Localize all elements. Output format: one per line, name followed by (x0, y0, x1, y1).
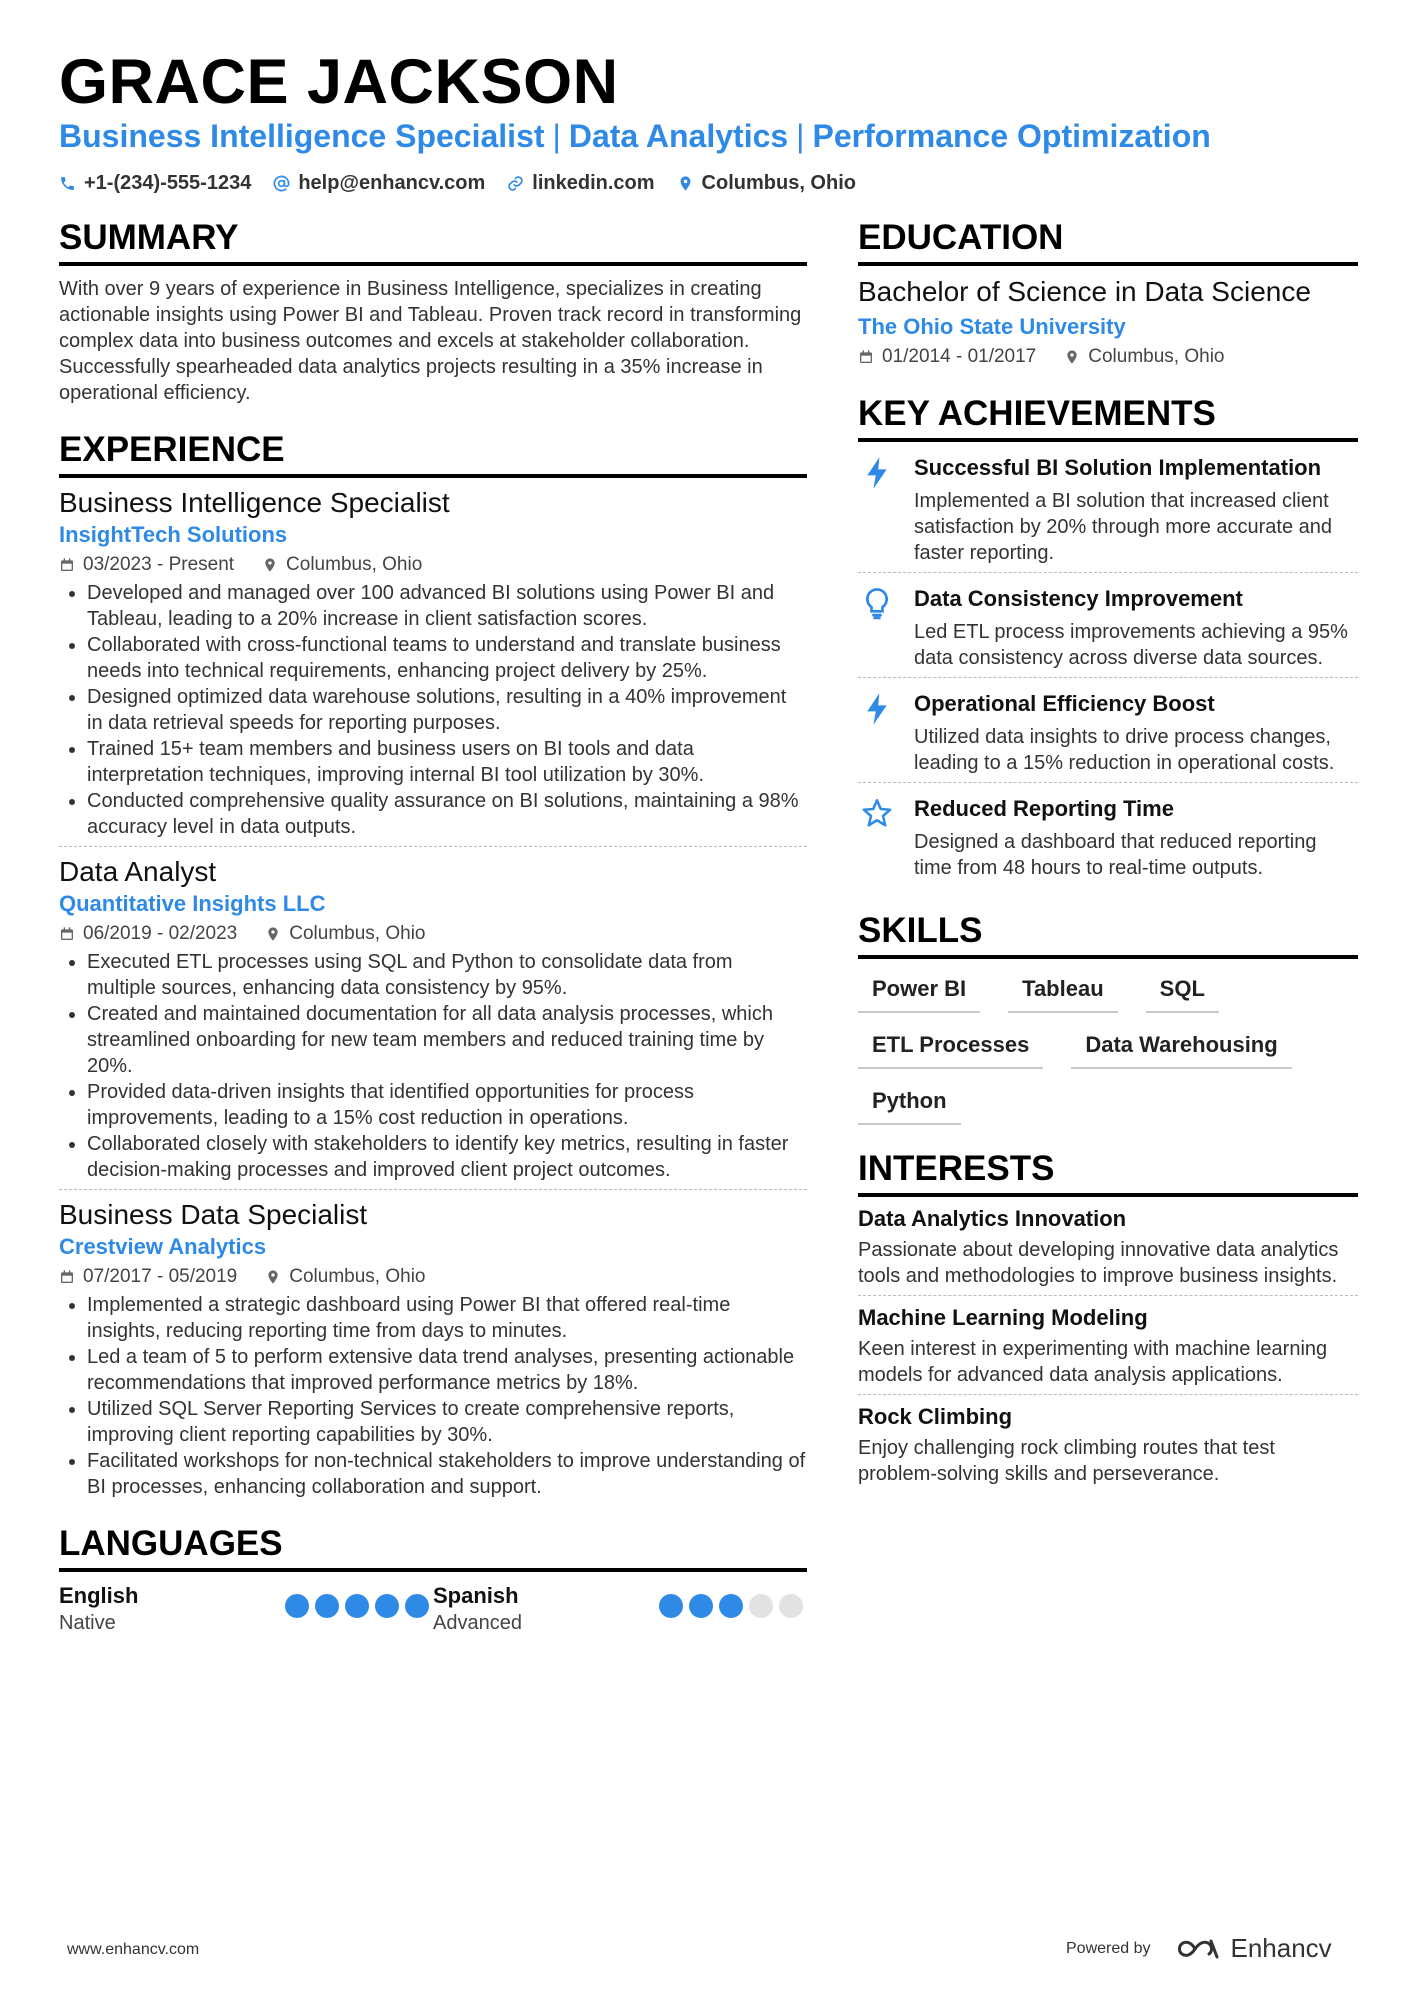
headline (59, 116, 1211, 156)
school-name: The Ohio State University (858, 314, 1126, 339)
degree-title: Bachelor of Science in Data Science (858, 276, 1311, 307)
contact-email[interactable] (273, 170, 485, 196)
map-pin-icon (677, 175, 694, 192)
map-pin-icon (265, 1269, 281, 1285)
interest-title: Machine Learning Modeling (858, 1305, 1148, 1330)
language-name: Spanish (433, 1583, 519, 1608)
skill-list (858, 971, 1358, 1125)
bullet-item: Utilized SQL Server Reporting Services to create comprehensive reports, improving client reporting capabilities by 30%. (59, 1396, 807, 1448)
bullet-item: Conducted comprehensive quality assurance on BI solutions, maintaining a 98% accuracy level in data outputs. (59, 788, 807, 840)
bullet-item: Facilitated workshops for non-technical stakeholders to improve understanding of BI processes, enhancing collaboration and support. (59, 1448, 807, 1500)
experience-section (59, 428, 807, 1500)
interest-desc: Passionate about developing innovative data analytics tools and methodologies to improve business insights. (858, 1239, 1339, 1287)
job-bullets (59, 1292, 807, 1500)
proficiency-dot-filled (315, 1594, 339, 1618)
contact-linkedin[interactable] (507, 170, 654, 196)
section-heading: INTERESTS (858, 1147, 1358, 1197)
bullet-item: Designed optimized data warehouse solutions, resulting in a 40% improvement in data retrieval speeds for reporting purposes. (59, 684, 807, 736)
job-dates: 03/2023 - Present (83, 554, 235, 575)
brand-name: Enhancv (1230, 1933, 1332, 1963)
skill-tag: Python (858, 1083, 961, 1125)
phone-number: +1-(234)-555-1234 (84, 172, 252, 194)
proficiency-dot-filled (375, 1594, 399, 1618)
headline-separator: | (796, 118, 805, 154)
candidate-name: GRACE JACKSON (59, 47, 619, 117)
section-heading: LANGUAGES (59, 1522, 807, 1572)
language-item (59, 1582, 433, 1636)
achievement-title: Operational Efficiency Boost (914, 691, 1215, 716)
proficiency-dot-filled (659, 1594, 683, 1618)
section-heading: EXPERIENCE (59, 428, 807, 478)
achievement-desc: Implemented a BI solution that increased client satisfaction by 20% through more accurate and faster reporting. (914, 490, 1333, 564)
education-location: Columbus, Ohio (1088, 346, 1225, 367)
job-meta (59, 552, 807, 578)
achievement-desc: Designed a dashboard that reduced reporting time from 48 hours to real-time outputs. (914, 831, 1317, 879)
summary-section (59, 216, 807, 406)
map-pin-icon (262, 557, 278, 573)
bullet-item: Collaborated closely with stakeholders to identify key metrics, resulting in faster decision-making processes and improved client project outcomes. (59, 1131, 807, 1183)
proficiency-dot-empty (749, 1594, 773, 1618)
section-heading: SKILLS (858, 909, 1358, 959)
job-dates: 06/2019 - 02/2023 (83, 923, 238, 944)
interest-title: Rock Climbing (858, 1404, 1013, 1429)
achievement-item (858, 782, 1358, 887)
interest-item (858, 1295, 1358, 1394)
calendar-icon (858, 349, 874, 365)
left-column (59, 216, 807, 1658)
job-meta (59, 1264, 807, 1290)
company-name: InsightTech Solutions (59, 522, 288, 547)
footer-branding[interactable] (1066, 1933, 1332, 1964)
headline-part: Data Analytics (568, 118, 789, 154)
achievement-title: Data Consistency Improvement (914, 586, 1243, 611)
proficiency-dot-filled (285, 1594, 309, 1618)
job-title: Business Data Specialist (59, 1199, 368, 1230)
job-entry (59, 478, 807, 840)
footer-website[interactable]: www.enhancv.com (67, 1941, 200, 1958)
bullet-item: Provided data-driven insights that identified opportunities for process improvements, leading to a 15% cost reduction in operations. (59, 1079, 807, 1131)
proficiency-dot-filled (345, 1594, 369, 1618)
proficiency-dots (659, 1594, 803, 1636)
language-level: Advanced (433, 1612, 522, 1634)
bullet-item: Led a team of 5 to perform extensive data trend analyses, presenting actionable recommendations that improved performance metrics by 18%. (59, 1344, 807, 1396)
link-icon (507, 175, 524, 192)
skill-tag: Data Warehousing (1071, 1027, 1291, 1069)
skill-tag: Power BI (858, 971, 980, 1013)
contact-phone[interactable] (59, 170, 251, 196)
calendar-icon (59, 557, 75, 573)
job-location: Columbus, Ohio (286, 554, 423, 575)
lightbulb-icon (862, 587, 892, 621)
summary-text: With over 9 years of experience in Business Intelligence, specializes in creating actionable insights using Power BI and Tableau. Proven track record in transforming complex data into business outcomes and excels at stakeholder collaboration. Successfully spearheaded data analytics projects resulting in a 35% increase in operational efficiency. (59, 278, 802, 404)
achievements-section (858, 392, 1358, 887)
powered-by-label: Powered by (1066, 1939, 1151, 1957)
section-heading: KEY ACHIEVEMENTS (858, 392, 1358, 442)
interest-desc: Enjoy challenging rock climbing routes that test problem-solving skills and perseverance. (858, 1437, 1275, 1485)
language-list (59, 1582, 807, 1636)
job-bullets (59, 580, 807, 840)
language-level: Native (59, 1612, 116, 1634)
enhancv-logo-icon (1175, 1936, 1221, 1962)
bullet-item: Created and maintained documentation for all data analysis processes, which streamlined onboarding for new team members and reduced training time by 20%. (59, 1001, 807, 1079)
job-location: Columbus, Ohio (289, 923, 426, 944)
proficiency-dot-filled (719, 1594, 743, 1618)
interests-section (858, 1147, 1358, 1493)
skills-section (858, 909, 1358, 1125)
job-title: Data Analyst (59, 856, 217, 887)
company-name: Crestview Analytics (59, 1234, 267, 1259)
company-name: Quantitative Insights LLC (59, 891, 326, 916)
skill-tag: SQL (1146, 971, 1219, 1013)
calendar-icon (59, 926, 75, 942)
language-name: English (59, 1583, 139, 1608)
job-bullets (59, 949, 807, 1183)
calendar-icon (59, 1269, 75, 1285)
achievement-title: Reduced Reporting Time (914, 796, 1174, 821)
achievement-item (858, 572, 1358, 677)
map-pin-icon (265, 926, 281, 942)
headline-separator: | (552, 118, 561, 154)
phone-icon (59, 175, 76, 192)
achievement-desc: Utilized data insights to drive process changes, leading to a 15% reduction in operational costs. (914, 726, 1335, 774)
proficiency-dot-filled (689, 1594, 713, 1618)
bullet-item: Developed and managed over 100 advanced BI solutions using Power BI and Tableau, leading to a 20% increase in client satisfaction scores. (59, 580, 807, 632)
proficiency-dot-empty (779, 1594, 803, 1618)
language-item (433, 1582, 807, 1636)
section-heading: SUMMARY (59, 216, 807, 266)
job-dates: 07/2017 - 05/2019 (83, 1266, 238, 1287)
skill-tag: ETL Processes (858, 1027, 1043, 1069)
languages-section (59, 1522, 807, 1636)
job-entry (59, 1189, 807, 1500)
interest-item (858, 1197, 1358, 1295)
job-entry (59, 846, 807, 1183)
education-meta (858, 344, 1358, 370)
linkedin-link: linkedin.com (532, 172, 655, 194)
education-dates: 01/2014 - 01/2017 (882, 346, 1037, 367)
interest-desc: Keen interest in experimenting with machine learning models for advanced data analysis applications. (858, 1338, 1328, 1386)
contact-location (677, 170, 856, 196)
bullet-item: Implemented a strategic dashboard using Power BI that offered real-time insights, reducing reporting time from days to minutes. (59, 1292, 807, 1344)
interest-title: Data Analytics Innovation (858, 1206, 1127, 1231)
headline-part: Business Intelligence Specialist (59, 118, 545, 154)
interest-item (858, 1394, 1358, 1493)
achievement-item (858, 442, 1358, 572)
right-column (858, 216, 1358, 1515)
proficiency-dots (285, 1594, 429, 1636)
headline-part: Performance Optimization (812, 118, 1211, 154)
location-text: Columbus, Ohio (701, 172, 856, 194)
job-location: Columbus, Ohio (289, 1266, 426, 1287)
education-section (858, 216, 1358, 370)
bullet-item: Collaborated with cross-functional teams to understand and translate business needs into technical requirements, enhancing project delivery by 25%. (59, 632, 807, 684)
job-title: Business Intelligence Specialist (59, 487, 450, 518)
contact-bar (59, 170, 856, 196)
lightning-bolt-icon (862, 456, 892, 490)
bullet-item: Trained 15+ team members and business users on BI tools and data interpretation techniques, improving internal BI tool utilization by 30%. (59, 736, 807, 788)
skill-tag: Tableau (1008, 971, 1118, 1013)
achievement-item (858, 677, 1358, 782)
map-pin-icon (1064, 349, 1080, 365)
job-meta (59, 921, 807, 947)
lightning-bolt-icon (862, 692, 892, 726)
section-heading: EDUCATION (858, 216, 1358, 266)
proficiency-dot-filled (405, 1594, 429, 1618)
brand-logo (1175, 1933, 1332, 1964)
bullet-item: Executed ETL processes using SQL and Python to consolidate data from multiple sources, enhancing data consistency by 95%. (59, 949, 807, 1001)
at-sign-icon (273, 175, 290, 192)
star-icon (862, 797, 892, 831)
email-address: help@enhancv.com (298, 172, 486, 194)
achievement-title: Successful BI Solution Implementation (914, 455, 1322, 480)
achievement-desc: Led ETL process improvements achieving a 95% data consistency across diverse data sources. (914, 621, 1348, 669)
